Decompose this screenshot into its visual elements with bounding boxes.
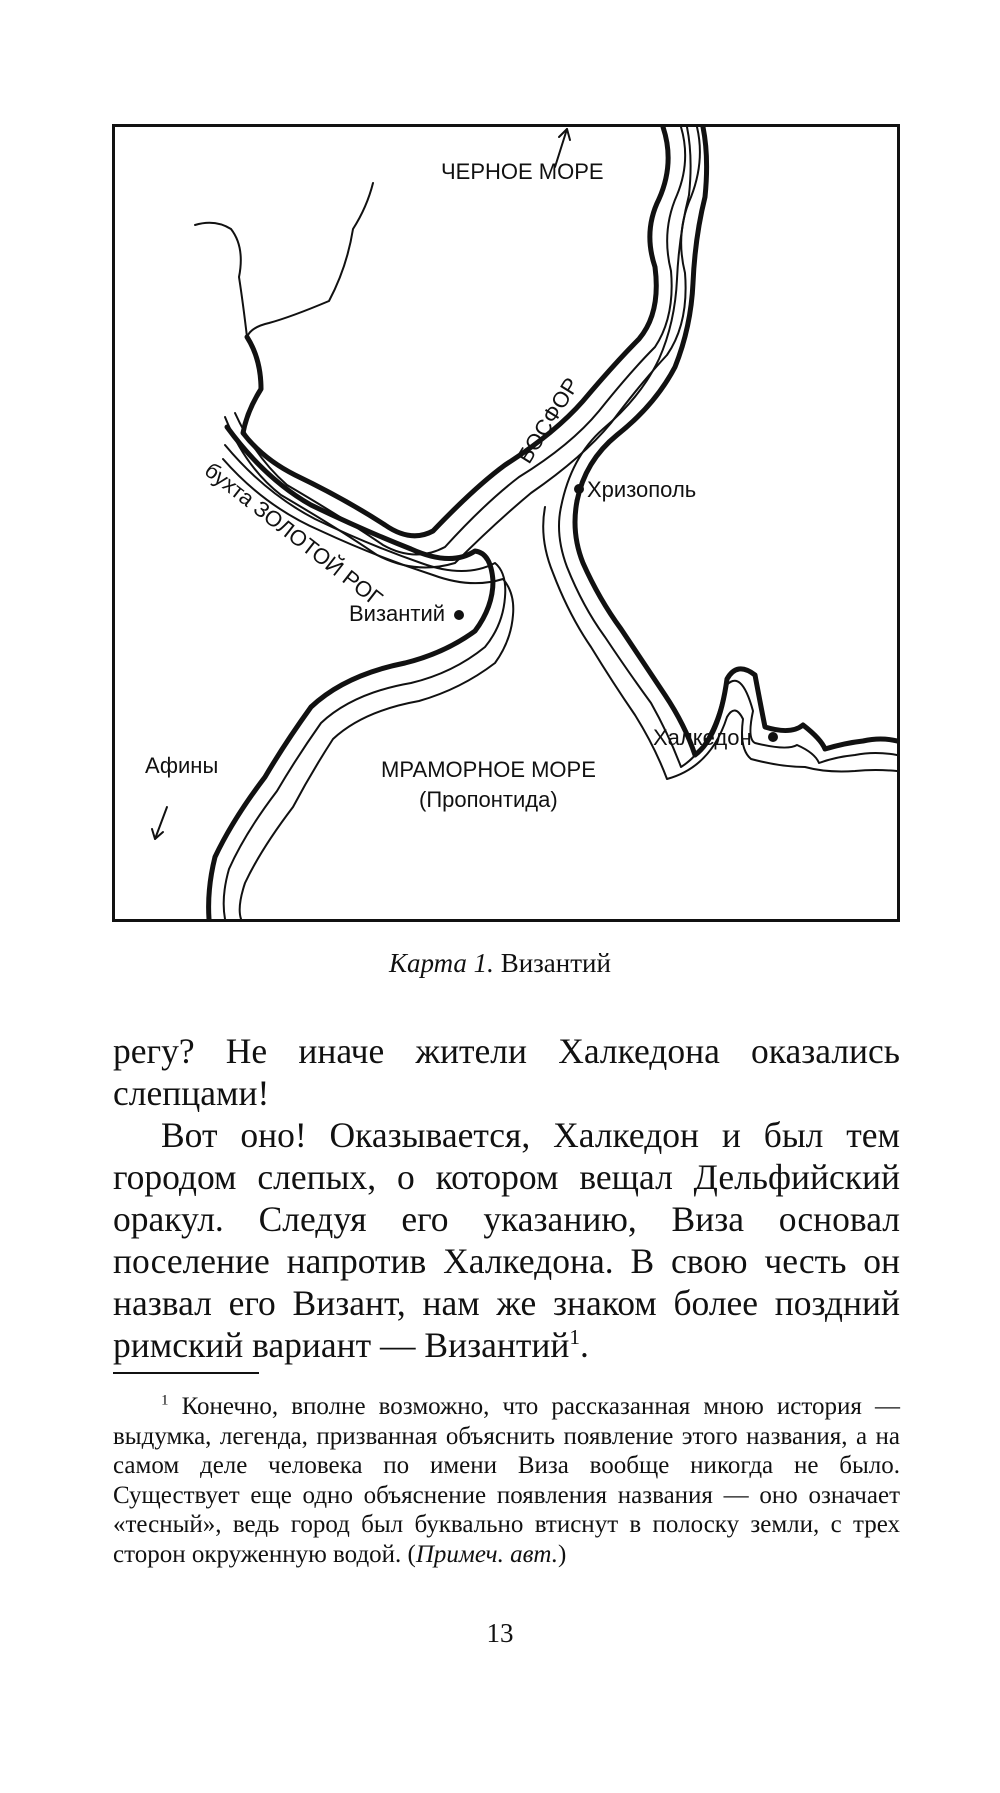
chrysopolis-dot	[574, 484, 584, 494]
label-chrysopolis: Хризополь	[587, 477, 697, 502]
page-number: 13	[486, 1618, 514, 1648]
paragraph-text: Вот оно! Оказывается, Халкедон и был тем городом слепых, о котором вещал Дельфийский оракул. Следуя его указанию, Виза основал поселение напротив Халкедона. В свою честь он назвал его Визант, нам же знаком более поздний римский вариант — Византий	[113, 1115, 900, 1365]
map-figure	[112, 124, 900, 922]
paragraph: регу? Не иначе жители Халкедона оказались слепцами!	[113, 1031, 900, 1113]
paragraph-end: .	[580, 1325, 589, 1365]
label-marmara: МРАМОРНОЕ МОРЕ	[381, 757, 596, 782]
footnote	[113, 1392, 900, 1569]
byzantium-dot	[454, 610, 464, 620]
footnote-marker: 1	[161, 1392, 169, 1409]
footnote-note: Примеч. авт.	[415, 1540, 559, 1568]
caption-label: Карта 1.	[389, 948, 494, 978]
shore-line	[561, 127, 691, 507]
label-propontis: (Пропонтида)	[419, 787, 558, 812]
footnote-close: )	[558, 1540, 567, 1568]
label-byzantium: Византий	[349, 601, 446, 626]
label-golden-horn: бухта ЗОЛОТОЙ РОГ	[199, 457, 388, 612]
caption-title: Византий	[500, 948, 611, 978]
figure-caption	[0, 948, 1000, 979]
label-bosphorus: БОСФОР	[512, 373, 584, 468]
footnote-ref: 1	[569, 1325, 581, 1350]
map-svg	[115, 127, 897, 919]
river-line	[195, 223, 247, 337]
body-text	[113, 1030, 900, 1366]
footnote-text: Конечно, вполне возможно, что рассказанная мною история — выдумка, легенда, призванная объяснить появление этого названия, а на самом деле человека по имени Виза вообще никогда не было. Существует еще одно объяснение появления названия — оно означает «тесный», ведь город был буквально втиснут в полоску земли, с трех сторон окруженную водой. (	[113, 1393, 900, 1568]
label-chalcedon: Халкедон	[653, 725, 752, 750]
label-athens: Афины	[145, 753, 219, 778]
paragraph	[113, 1114, 900, 1366]
river-line	[247, 183, 373, 337]
shore-line	[575, 501, 897, 755]
chalcedon-dot	[768, 732, 778, 742]
footnote-divider	[113, 1372, 259, 1374]
shore-line	[243, 127, 668, 536]
label-black-sea: ЧЕРНОЕ МОРЕ	[441, 159, 604, 184]
